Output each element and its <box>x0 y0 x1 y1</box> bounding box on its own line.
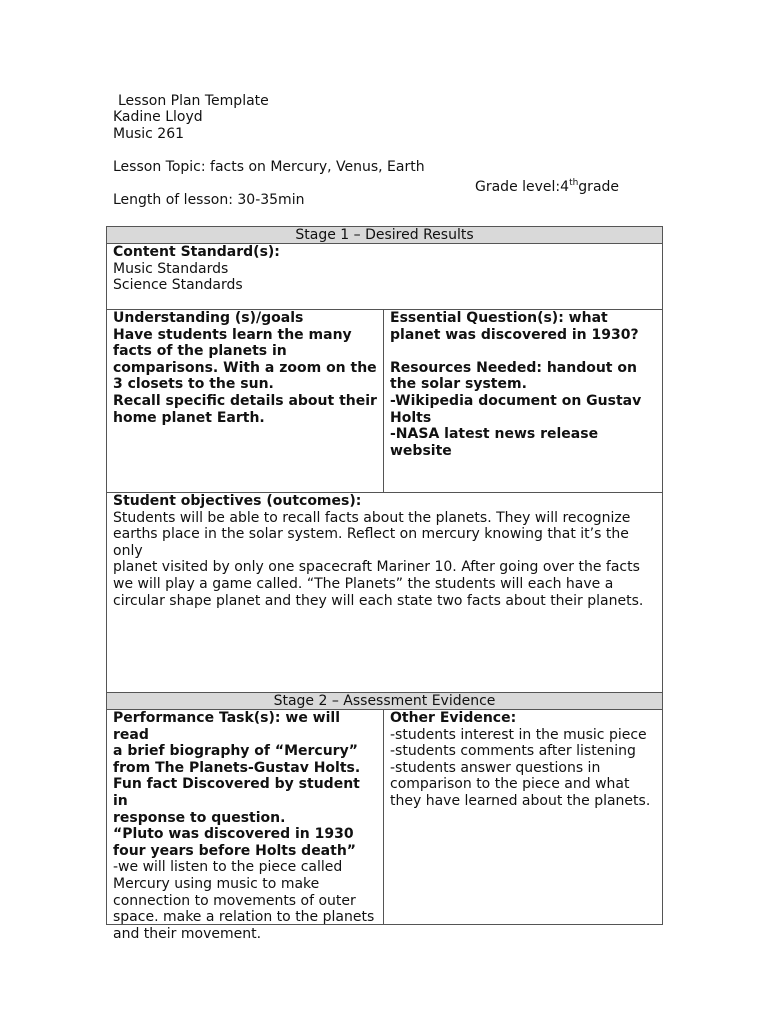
content-standard-item: Science Standards <box>113 277 243 294</box>
content-standards-cell <box>106 243 663 310</box>
performance-line: Performance Task(s): we will read <box>113 710 341 743</box>
understanding-line: facts of the planets in <box>113 343 287 360</box>
understanding-line: comparisons. With a zoom on the <box>113 359 377 376</box>
resources-line: website <box>390 442 452 459</box>
course-name: Music 261 <box>113 126 185 142</box>
performance-tasks-cell <box>106 709 384 942</box>
essential-question-line: Essential Question(s): what <box>390 310 608 326</box>
performance-line: a brief biography of “Mercury” <box>113 743 358 760</box>
resources-line: -Wikipedia document on Gustav <box>390 392 642 409</box>
objectives-line: planet visited by only one spacecraft Mariner 10. After going over the facts <box>113 559 640 576</box>
performance-detail-line: and their movement. <box>113 925 262 942</box>
lesson-topic: Lesson Topic: facts on Mercury, Venus, Earth <box>113 159 425 175</box>
performance-line: response to question. <box>113 809 286 826</box>
template-title: Lesson Plan Template <box>118 93 269 109</box>
other-evidence-line: they have learned about the planets. <box>390 792 651 809</box>
understanding-heading: Understanding (s)/goals <box>113 310 304 326</box>
performance-line: four years before Holts death” <box>113 842 356 859</box>
lesson-length: Length of lesson: 30-35min <box>113 192 305 208</box>
other-evidence-heading: Other Evidence: <box>390 710 517 726</box>
other-evidence-line: -students interest in the music piece <box>390 726 647 743</box>
grade-level-prefix: Grade level:4 <box>475 179 570 195</box>
resources-line: Holts <box>390 409 432 426</box>
performance-detail-line: Mercury using music to make <box>113 875 320 892</box>
performance-detail-line: space. make a relation to the planets <box>113 909 375 926</box>
objectives-heading: Student objectives (outcomes): <box>113 493 362 509</box>
objectives-line: earths place in the solar system. Reflect on mercury knowing that it’s the only <box>113 526 629 559</box>
other-evidence-line: -students answer questions in <box>390 759 601 776</box>
objectives-line: Students will be able to recall facts about the planets. They will recognize <box>113 509 631 526</box>
other-evidence-cell <box>383 709 663 925</box>
grade-level-ordinal: th <box>569 178 579 188</box>
essential-questions-cell <box>383 309 663 493</box>
performance-line: “Pluto was discovered in 1930 <box>113 826 354 843</box>
author-name: Kadine Lloyd <box>113 109 203 125</box>
stage1-title: Stage 1 – Desired Results <box>106 226 663 244</box>
performance-line: Fun fact Discovered by student in <box>113 776 360 809</box>
resources-line: Resources Needed: handout on <box>390 359 637 376</box>
grade-level <box>475 175 619 195</box>
content-standards-heading: Content Standard(s): <box>113 244 280 260</box>
essential-question-line: planet was discovered in 1930? <box>390 326 639 343</box>
student-objectives-cell <box>106 492 663 693</box>
performance-detail-line: connection to movements of outer <box>113 892 356 909</box>
understanding-line: home planet Earth. <box>113 409 265 426</box>
objectives-line: circular shape planet and they will each state two facts about their planets. <box>113 592 644 609</box>
understanding-line: Recall specific details about their <box>113 392 377 409</box>
stage2-title: Stage 2 – Assessment Evidence <box>106 692 663 710</box>
understanding-line: Have students learn the many <box>113 326 352 343</box>
understanding-goals-cell <box>106 309 384 493</box>
resources-line: -NASA latest news release <box>390 426 599 443</box>
resources-line: the solar system. <box>390 376 527 393</box>
performance-line: from The Planets-Gustav Holts. <box>113 759 361 776</box>
understanding-line: 3 closets to the sun. <box>113 376 274 393</box>
objectives-line: we will play a game called. “The Planets” the students will each have a <box>113 575 614 592</box>
other-evidence-line: comparison to the piece and what <box>390 776 630 793</box>
grade-level-suffix: grade <box>578 179 620 195</box>
performance-detail-line: -we will listen to the piece called <box>113 859 343 876</box>
content-standard-item: Music Standards <box>113 260 229 277</box>
other-evidence-line: -students comments after listening <box>390 743 636 760</box>
